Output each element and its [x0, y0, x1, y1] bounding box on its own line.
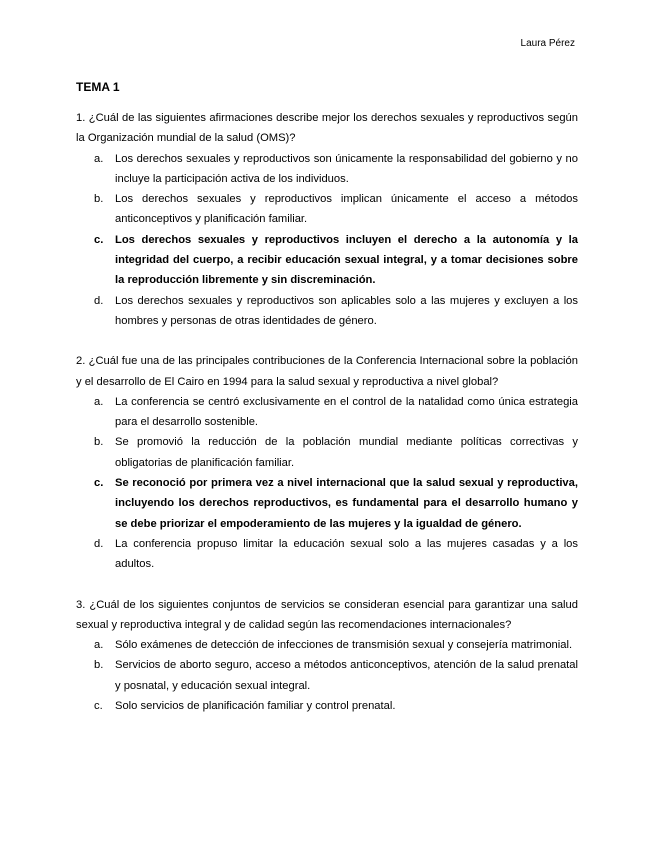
- question-text: 3. ¿Cuál de los siguientes conjuntos de servicios se consideran esencial para garantizar una salud sexual y reproductiva integral y de calidad según las recomendaciones internacionales?: [76, 598, 578, 631]
- header-author: Laura Pérez: [520, 38, 575, 49]
- options-list: [76, 635, 578, 716]
- question-2: [76, 351, 578, 574]
- option-letter: b.: [94, 659, 104, 672]
- option-item: [76, 189, 578, 230]
- section-title: TEMA 1: [76, 80, 120, 94]
- option-letter: b.: [94, 193, 104, 206]
- option-item: [76, 635, 578, 655]
- option-item: [76, 696, 578, 716]
- option-letter: d.: [94, 294, 104, 307]
- questions-body: [76, 108, 578, 736]
- option-text: La conferencia propuso limitar la educación sexual solo a las mujeres casadas y a los adultos.: [115, 537, 578, 571]
- question-3: [76, 595, 578, 717]
- option-letter: c.: [94, 233, 104, 246]
- option-item: [76, 149, 578, 190]
- option-text: Los derechos sexuales y reproductivos incluyen el derecho a la autonomía y la integridad del cuerpo, a recibir educación sexual integral, y a tomar decisiones sobre la reproducción libremente y sin discreminación.: [115, 233, 578, 287]
- option-text: Los derechos sexuales y reproductivos son aplicables solo a las mujeres y excluyen a los hombres y personas de otras identidades de género.: [115, 294, 578, 327]
- option-letter: a.: [94, 639, 104, 652]
- option-text: Los derechos sexuales y reproductivos implican únicamente el acceso a métodos anticonceptivos y planificación familiar.: [115, 193, 578, 226]
- option-text: Se reconoció por primera vez a nivel internacional que la salud sexual y reproductiva, incluyendo los derechos reproductivos, es fundamental para el desarrollo humano y se debe priorizar el empoderamiento de las mujeres y la igualdad de género.: [115, 477, 578, 530]
- option-item: [76, 291, 578, 332]
- option-item: [76, 655, 578, 696]
- option-letter: c.: [94, 477, 104, 490]
- option-letter: c.: [94, 700, 103, 713]
- option-text: Se promovió la reducción de la población mundial mediante políticas correctivas y obligatorias de planificación familiar.: [115, 436, 578, 469]
- option-letter: a.: [94, 395, 104, 408]
- option-letter: a.: [94, 152, 104, 165]
- question-1: [76, 108, 578, 331]
- question-text: 2. ¿Cuál fue una de las principales contribuciones de la Conferencia Internacional sobre la población y el desarrollo de El Cairo en 1994 para la salud sexual y reproductiva a nivel global?: [76, 355, 578, 388]
- question-text: 1. ¿Cuál de las siguientes afirmaciones describe mejor los derechos sexuales y reproductivos según la Organización mundial de la salud (OMS)?: [76, 112, 578, 145]
- option-item-highlighted: [76, 230, 578, 291]
- option-letter: d.: [94, 537, 104, 550]
- option-item: [76, 432, 578, 473]
- option-item-highlighted: [76, 473, 578, 534]
- option-text: Solo servicios de planificación familiar y control prenatal.: [115, 700, 396, 713]
- options-list: [76, 392, 578, 575]
- option-text: La conferencia se centró exclusivamente en el control de la natalidad como única estrategia para el desarrollo sostenible.: [115, 395, 578, 429]
- option-text: Los derechos sexuales y reproductivos son únicamente la responsabilidad del gobierno y no incluye la participación activa de los individuos.: [115, 152, 578, 185]
- option-item: [76, 534, 578, 575]
- options-list: [76, 149, 578, 332]
- option-text: Sólo exámenes de detección de infecciones de transmisión sexual y consejería matrimonial.: [115, 639, 573, 652]
- option-text: Servicios de aborto seguro, acceso a métodos anticonceptivos, atención de la salud prenatal y posnatal, y educación sexual integral.: [115, 659, 578, 692]
- option-item: [76, 392, 578, 433]
- option-letter: b.: [94, 436, 104, 449]
